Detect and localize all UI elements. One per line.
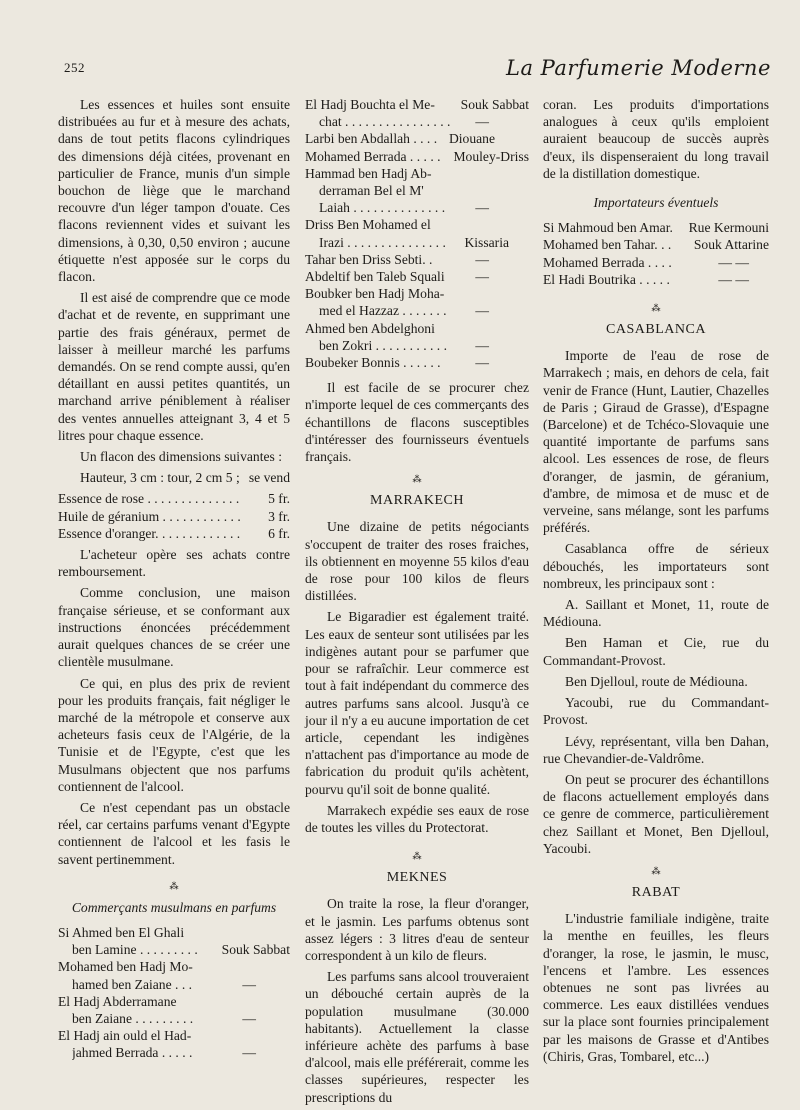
merchant-row [305, 251, 529, 268]
paragraph: Yacoubi, rue du Commandant-Provost. [543, 695, 769, 728]
merchant-row [305, 113, 529, 130]
merchant-place: — [475, 251, 489, 267]
merchant-row [305, 130, 529, 147]
importer-row [543, 271, 769, 288]
merchant-name: Larbi ben Abdallah . . . . [305, 131, 438, 147]
section-heading-rabat: RABAT [631, 884, 681, 900]
column-2 [305, 96, 529, 1110]
column-1 [58, 96, 290, 1062]
importer-place: — — [718, 254, 749, 270]
paragraph: Les essences et huiles sont ensuite distribuées au fur et à mesure des achats, dans de tout petits flacons cylindriques des dimensions déjà citées, provenant en particulier de France, munis d'un simple bouchon de liège que le marchand recouvre d'un léger tampon d'ouate. Ces flacons reviennent vides et suivant les dimensions, à 0,30, 0,50 environ ; aucune étiquette n'est apposée sur le corps du flacon. [58, 97, 290, 285]
paragraph: Il est facile de se procurer chez n'importe lequel de ces commerçants des échantillons de flacons susceptibles d'intéresser des fournisseurs éventuels français. [305, 380, 529, 465]
merchant-row [305, 199, 529, 216]
merchant-name: Boubker ben Hadj Moha- [305, 286, 445, 302]
merchant-place: — [475, 114, 489, 130]
merchant-name: El Hadj ain ould el Had- [58, 1028, 192, 1044]
column-3 [543, 96, 769, 1069]
merchant-name-cont: ben Lamine . . . . . . . . . [72, 942, 198, 958]
merchant-place: — [242, 976, 256, 992]
merchant-name: Mohamed ben Hadj Mo- [58, 959, 193, 975]
price-row [58, 508, 290, 525]
merchant-name: Si Ahmed ben El Ghali [58, 924, 185, 940]
paragraph: Un flacon des dimensions suivantes : [80, 449, 282, 465]
ornament: ⁂ [412, 851, 422, 862]
merchant-name: Tahar ben Driss Sebti. . [305, 251, 433, 267]
merchant-row [305, 234, 529, 251]
ornament: ⁂ [412, 474, 422, 485]
merchant-row [58, 1010, 290, 1027]
paragraph: L'industrie familiale indigène, traite la menthe en feuilles, les fleurs d'oranger, la rose, le jasmin, le musc, l'encens et l'ambre. Les essences obtenues ne sont pas livrées au commerce. Les eaux distillées vendues sur la place sont fournies principalement par les maisons de Grasse et d'Antibes (Chiris, Gras, Tombarel, etc...) [543, 911, 769, 1064]
paragraph: Casablanca offre de sérieux débouchés, les importateurs sont nombreux, les principaux sont : [543, 541, 769, 591]
merchant-row [305, 268, 529, 285]
dimensions-text: Hauteur, 3 cm : tour, 2 cm 5 ; [80, 470, 240, 486]
paragraph: On traite la rose, la fleur d'oranger, et le jasmin. Les parfums obtenus sont assez légers : 3 litres d'eau de senteur correspondent à un kilo de fleurs. [305, 896, 529, 963]
merchant-place: — [475, 303, 489, 319]
section-heading-marrakech: MARRAKECH [370, 493, 464, 509]
merchant-place: — [242, 1010, 256, 1026]
merchant-name-cont: chat . . . . . . . . . . . . . . . . [319, 114, 451, 130]
paragraph: Importe de l'eau de rose de Marrakech ; mais, en dehors de cela, fait venir de France (Hunt, Lautier, Chazelles de Paris ; Giraud de Grasse), d'Espagne (Barcelone) et de Tchéco-Slovaquie une quantité importante de parfums sans alcool. Les essences de rose, de fleurs d'oranger, de jasmin, de géranium, d'ambre, de mimosa et de musc et de verveine, sans mélange, sont les parfums préférés. [543, 348, 769, 536]
paragraph: Le Bigaradier est également traité. Les eaux de senteur sont utilisées par les indigènes autant pour se parfumer que pour se rafraîchir. Leur commerce est tout à fait indépendant du commerce des autres parfums sans alcool. Jusqu'à ce jour il n'y a eu aucune importation de cet article, cependant les indigènes n'attachent pas d'importance au mode de fabrication du produit qu'ils achètent, pourvu qu'il soit de bonne qualité. [305, 609, 529, 797]
importer-name: Mohamed Berrada . . . . [543, 254, 672, 270]
merchant-place: Souk Sabbat [221, 942, 290, 958]
importer-name: Si Mahmoud ben Amar. [543, 220, 673, 236]
merchant-row [305, 216, 529, 233]
merchant-name: Ahmed ben Abdelghoni [305, 320, 435, 336]
paragraph: L'acheteur opère ses achats contre remboursement. [58, 547, 290, 580]
merchant-row [305, 148, 529, 165]
merchant-name: Hammad ben Hadj Ab- [305, 165, 432, 181]
importer-row [543, 254, 769, 271]
merchant-name: El Hadj Bouchta el Me- [305, 97, 435, 112]
importer-place: Rue Kermouni [688, 220, 769, 236]
merchant-row [305, 337, 529, 354]
paragraph: Marrakech expédie ses eaux de rose de toutes les villes du Protectorat. [305, 802, 529, 835]
merchant-place: — [242, 1045, 256, 1061]
merchant-name-cont: Laiah . . . . . . . . . . . . . . [319, 200, 446, 216]
masthead-title: La Parfumerie Moderne [506, 56, 771, 80]
merchant-place: — [475, 355, 489, 371]
section-heading-casablanca: CASABLANCA [606, 322, 706, 338]
paragraph: Lévy, représentant, villa ben Dahan, rue Chevandier-de-Valdrôme. [543, 733, 769, 766]
dimensions-line [80, 469, 290, 486]
importer-row [543, 236, 769, 253]
merchant-name: El Hadj Abderramane [58, 993, 177, 1009]
merchant-row [58, 1027, 290, 1044]
merchant-name-cont: Irazi . . . . . . . . . . . . . . . [319, 234, 446, 250]
merchant-name: Mohamed Berrada . . . . . [305, 148, 441, 164]
merchant-row [305, 285, 529, 302]
paragraph: Ben Haman et Cie, rue du Commandant-Provost. [543, 635, 769, 668]
importer-place: Souk Attarine [693, 237, 769, 253]
merchant-name-cont: derraman Bel el M' [319, 183, 424, 199]
section-heading-meknes: MEKNES [386, 870, 448, 886]
price-label: Essence de rose . . . . . . . . . . . . . . [58, 491, 240, 507]
merchant-row [305, 320, 529, 337]
importer-place: — — [718, 271, 749, 287]
merchant-row [305, 165, 529, 182]
merchant-place: Kissaria [464, 234, 509, 250]
merchant-place: Souk Sabbat [460, 97, 529, 112]
paragraph: Ce qui, en plus des prix de revient pour les produits français, fait négliger le marché de la métropole et conserve aux acheteurs fasis ceux de l'Algérie, de la Tunisie et de l'Egypte, c'est que les Musulmans objectent que nos parfums contiennent de l'alcool. [58, 675, 290, 794]
paragraph: Les parfums sans alcool trouveraient un débouché certain auprès de la population musulmane (30.000 habitants). Actuellement la classe inférieure achète des parfums à base d'alcool, mais elle préférerait, comme les classes supérieures, respecter les prescriptions du [305, 969, 529, 1105]
merchant-row [58, 924, 290, 941]
merchant-name-cont: ben Zaiane . . . . . . . . . [72, 1010, 194, 1026]
merchant-place: Diouane [448, 131, 495, 147]
ornament: ⁂ [169, 880, 179, 891]
paragraph: Il est aisé de comprendre que ce mode d'achat et de revente, en supprimant une partie des frais généraux, permet de laisser à meilleur marché les parfums demandés. On se rend compte aussi, qu'en détaillant en aussi petites quantités, un marchand arrive péniblement à réaliser des ventes annuelles atteignant 3, 4 et 5 litres pour chaque essence. [58, 290, 290, 443]
ornament: ⁂ [651, 303, 661, 314]
paragraph: Comme conclusion, une maison française sérieuse, et se conformant aux instructions énoncées précédemment aurait quelques chances de se créer une clientèle musulmane. [58, 585, 290, 670]
merchant-name-cont: ben Zokri . . . . . . . . . . . [319, 337, 447, 353]
paragraph: Une dizaine de petits négociants s'occupent de traiter des roses fraiches, ils obtiennent en moyenne 55 kilos d'eau de rose pour 100 kilos de fleurs distillées. [305, 519, 529, 604]
importer-name: Mohamed ben Tahar. . . [543, 237, 672, 253]
paragraph: A. Saillant et Monet, 11, route de Médiouna. [543, 597, 769, 630]
price-value: 3 fr. [268, 508, 290, 524]
merchant-place: — [475, 200, 489, 216]
merchant-row [305, 182, 529, 199]
dimensions-price-note: se vend [248, 470, 290, 486]
merchant-name: Abdeltif ben Taleb Squali [305, 269, 445, 285]
merchant-name-cont: hamed ben Zaiane . . . [72, 976, 193, 992]
price-row [58, 525, 290, 542]
merchant-row [305, 354, 529, 371]
price-label: Huile de géranium . . . . . . . . . . . . [58, 508, 241, 524]
merchant-row [58, 993, 290, 1010]
section-title: Commerçants musulmans en parfums [71, 899, 277, 915]
merchant-name-cont: jahmed Berrada . . . . . [72, 1045, 193, 1061]
importer-row [543, 219, 769, 236]
paragraph: coran. Les produits d'importations analogues à ceux qu'ils emploient auraient beaucoup de succès auprès d'eux, ils dispenseraient du long travail de la distillation domestique. [543, 97, 769, 181]
merchant-place: — [475, 337, 489, 353]
price-value: 6 fr. [268, 525, 290, 541]
page-number: 252 [64, 60, 85, 75]
importer-name: El Hadi Boutrika . . . . . [543, 271, 670, 287]
merchant-row [58, 941, 290, 958]
merchant-row [58, 976, 290, 993]
price-row [58, 490, 290, 507]
ornament: ⁂ [651, 865, 661, 876]
merchant-row [58, 958, 290, 975]
paragraph: Ben Djelloul, route de Médiouna. [565, 673, 748, 689]
merchant-row [305, 96, 529, 113]
merchant-name: Boubeker Bonnis . . . . . . [305, 355, 441, 371]
merchant-place: — [475, 269, 489, 285]
merchant-row [305, 302, 529, 319]
paragraph: On peut se procurer des échantillons de flacons actuellement employés dans ce genre de commerce, particulièrement chez Saillant et Monet, Ben Djelloul, Yacoubi. [543, 771, 769, 856]
merchant-name-cont: med el Hazzaz . . . . . . . [319, 303, 447, 319]
section-title: Importateurs éventuels [593, 195, 719, 211]
paragraph: Ce n'est cependant pas un obstacle réel, car certains parfums venant d'Egypte contiennent de l'alcool et les fasis le savent pertinemment. [58, 799, 290, 867]
price-value: 5 fr. [268, 491, 290, 507]
merchant-place: Mouley-Driss [453, 148, 529, 164]
merchant-name: Driss Ben Mohamed el [305, 217, 431, 233]
price-label: Essence d'oranger. . . . . . . . . . . . . [58, 525, 241, 541]
